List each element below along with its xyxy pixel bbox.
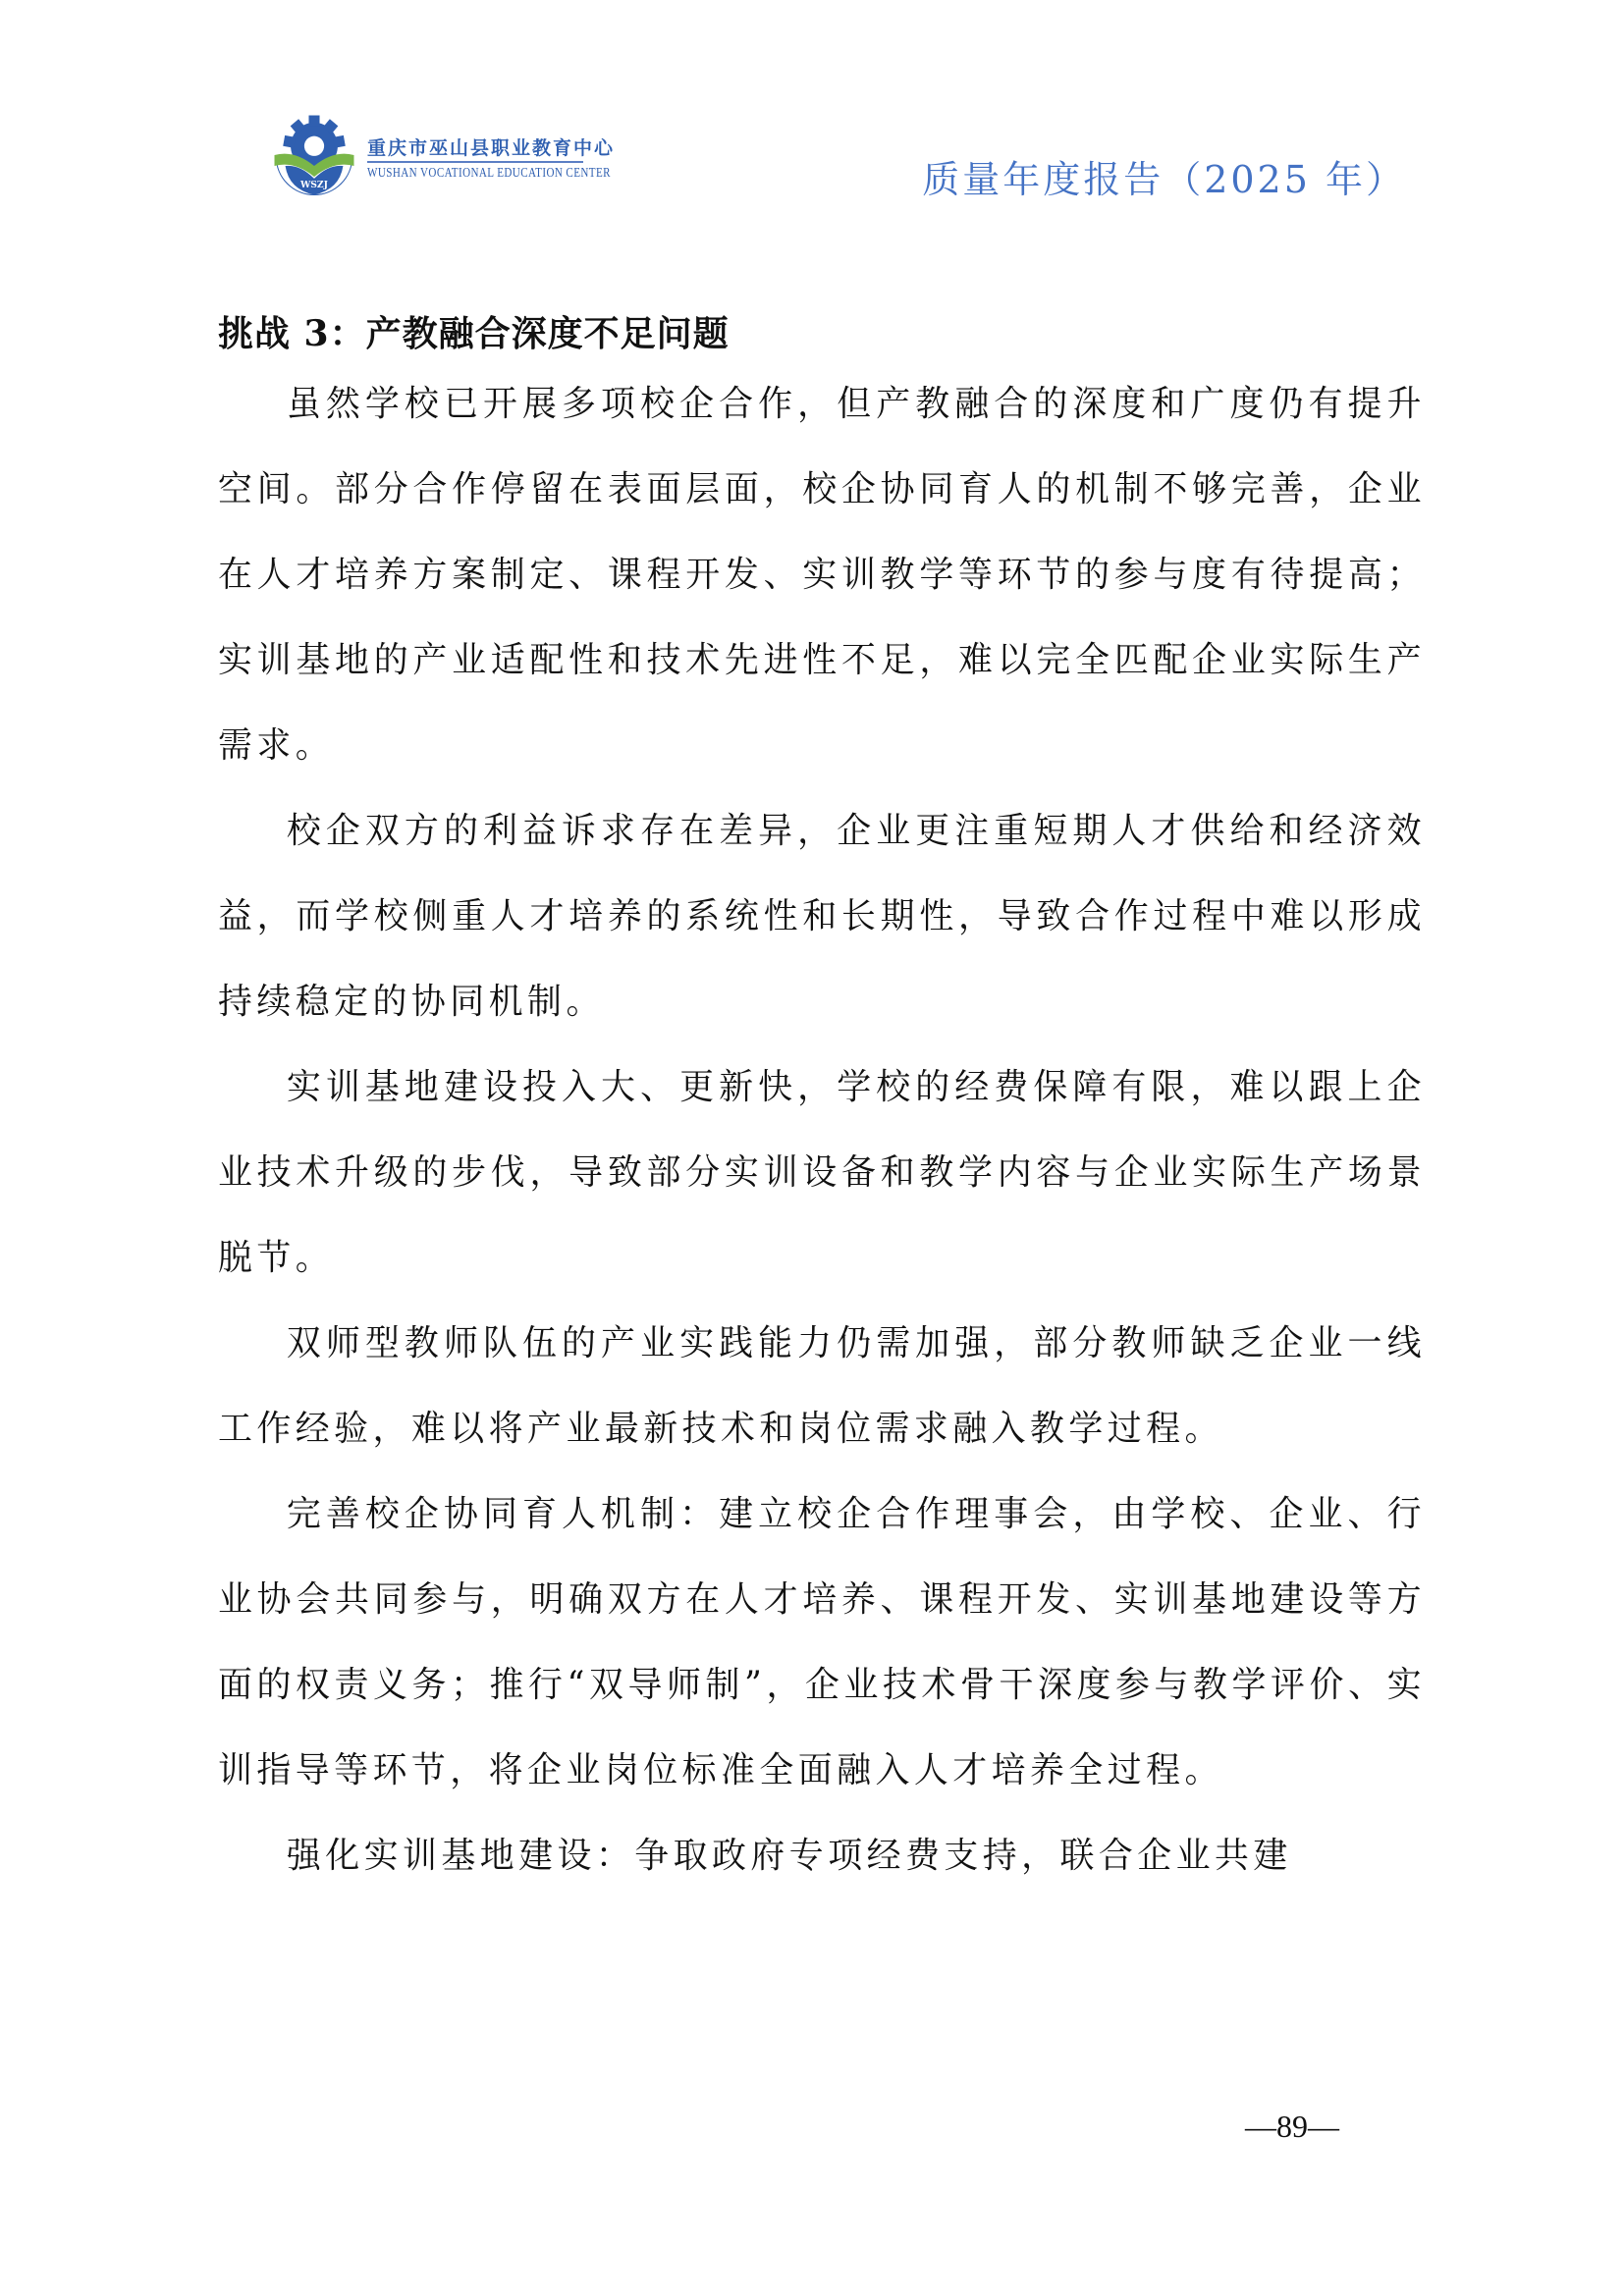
page-header xyxy=(0,0,1624,226)
paragraph: 实训基地建设投入大、更新快，学校的经费保障有限，难以跟上企业技术升级的步伐，导致部分实训设备和教学内容与企业实际生产场景脱节。 xyxy=(218,1067,1426,1278)
paragraph: 完善校企协同育人机制：建立校企合作理事会，由学校、企业、行业协会共同参与，明确双方在人才培养、课程开发、实训基地建设等方面的权责义务；推行“双导师制”，企业技术骨干深度参与教学评价、实训指导等环节，将企业岗位标准全面融入人才培养全过程。 xyxy=(218,1494,1426,1790)
school-name-en: WUSHAN VOCATIONAL EDUCATION CENTER xyxy=(367,165,611,180)
school-emblem-icon xyxy=(269,110,359,200)
paragraph: 校企双方的利益诉求存在差异，企业更注重短期人才供给和经济效益，而学校侧重人才培养的系统性和长期性，导致合作过程中难以形成持续稳定的协同机制。 xyxy=(218,811,1426,1022)
paragraph: 双师型教师队伍的产业实践能力仍需加强，部分教师缺乏企业一线工作经验，难以将产业最新技术和岗位需求融入教学过程。 xyxy=(218,1323,1426,1449)
school-name-cn: 重庆市巫山县职业教育中心 xyxy=(367,137,616,159)
section-heading: 挑战 3：产教融合深度不足问题 xyxy=(218,313,730,354)
paragraph: 虽然学校已开展多项校企合作，但产教融合的深度和广度仍有提升空间。部分合作停留在表面层面，校企协同育人的机制不够完善，企业在人才培养方案制定、课程开发、实训教学等环节的参与度有待提高；实训基地的产业适配性和技术先进性不足，难以完全匹配企业实际生产需求。 xyxy=(218,384,1426,766)
paragraph: 强化实训基地建设：争取政府专项经费支持，联合企业共建 xyxy=(286,1836,1292,1876)
school-logo xyxy=(269,110,616,198)
document-body xyxy=(218,306,1426,1898)
report-title: 质量年度报告（2025 年） xyxy=(922,158,1406,201)
page-number: —89— xyxy=(1245,2109,1339,2144)
logo-divider xyxy=(367,161,583,163)
svg-text:WSZJ: WSZJ xyxy=(299,180,329,191)
